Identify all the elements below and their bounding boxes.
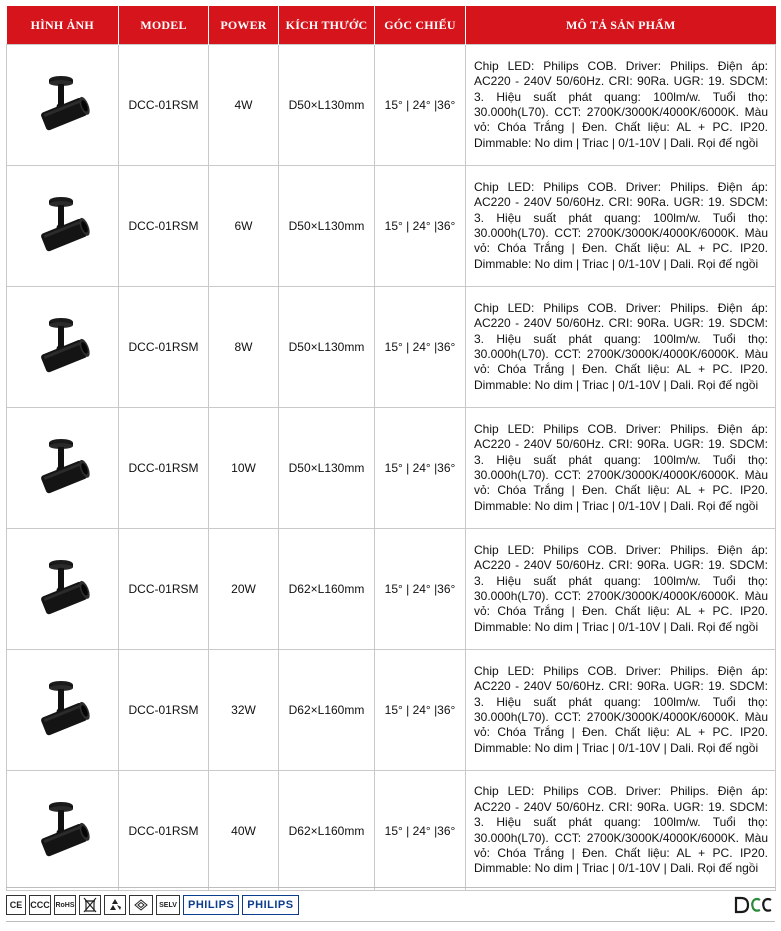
header-model: MODEL <box>119 6 209 45</box>
spotlight-fixture-icon <box>23 433 103 503</box>
footer <box>6 892 775 918</box>
description-cell: Chip LED: Philips COB. Driver: Philips. Điện áp: AC220 - 240V 50/60Hz. CRI: 90Ra. UGR: 19. SDCM: 3. Hiệu suất phát quang: 100lm/w. Tuổi thọ: 30.000h(L70). CCT: 2700K/3000K/4000K/6000K. Màu vỏ: Chóa Trắng | Đen. Chất liệu: AL + PC. IP20. Dimmable: No dim | Triac | 0/1-10V | Dali. Rọi đế ngồi <box>466 166 776 287</box>
angle-cell: 15° | 24° |36° <box>375 166 466 287</box>
power-cell: 8W <box>209 287 279 408</box>
size-cell: D50×L130mm <box>279 166 375 287</box>
angle-cell: 15° | 24° |36° <box>375 408 466 529</box>
power-cell: 20W <box>209 529 279 650</box>
power-cell: 10W <box>209 408 279 529</box>
table-row <box>7 650 776 771</box>
header-size: KÍCH THƯỚC <box>279 6 375 45</box>
model-cell: DCC-01RSM <box>119 45 209 166</box>
class-two-insulation-icon <box>129 895 153 915</box>
model-cell: DCC-01RSM <box>119 650 209 771</box>
spotlight-fixture-icon <box>23 70 103 140</box>
header-description: MÔ TẢ SẢN PHẨM <box>466 6 776 45</box>
angle-cell: 15° | 24° |36° <box>375 529 466 650</box>
power-cell: 4W <box>209 45 279 166</box>
table-row <box>7 771 776 891</box>
selv-mark-icon: SELV <box>156 895 180 915</box>
product-image-cell <box>7 45 119 166</box>
spotlight-fixture-icon <box>23 554 103 624</box>
table-row <box>7 166 776 287</box>
header-power: POWER <box>209 6 279 45</box>
model-cell: DCC-01RSM <box>119 771 209 891</box>
product-image-cell <box>7 408 119 529</box>
product-spec-table <box>6 6 776 891</box>
product-image-cell <box>7 529 119 650</box>
dcc-logo <box>733 896 773 919</box>
recycle-icon <box>104 895 126 915</box>
spotlight-fixture-icon <box>23 312 103 382</box>
table-row <box>7 408 776 529</box>
philips-logo-icon: PHILIPS <box>183 895 239 915</box>
angle-cell: 15° | 24° |36° <box>375 650 466 771</box>
table-row <box>7 287 776 408</box>
table-header-row <box>7 6 776 45</box>
product-image-cell <box>7 166 119 287</box>
power-cell: 40W <box>209 771 279 891</box>
description-cell: Chip LED: Philips COB. Driver: Philips. Điện áp: AC220 - 240V 50/60Hz. CRI: 90Ra. UGR: 19. SDCM: 3. Hiệu suất phát quang: 100lm/w. Tuổi thọ: 30.000h(L70). CCT: 2700K/3000K/4000K/6000K. Màu vỏ: Chóa Trắng | Đen. Chất liệu: AL + PC. IP20. Dimmable: No dim | Triac | 0/1-10V | Dali. Rọi đế ngồi <box>466 771 776 891</box>
power-cell: 32W <box>209 650 279 771</box>
model-cell: DCC-01RSM <box>119 166 209 287</box>
spotlight-fixture-icon <box>23 191 103 261</box>
size-cell: D62×L160mm <box>279 529 375 650</box>
description-cell: Chip LED: Philips COB. Driver: Philips. Điện áp: AC220 - 240V 50/60Hz. CRI: 90Ra. UGR: 19. SDCM: 3. Hiệu suất phát quang: 100lm/w. Tuổi thọ: 30.000h(L70). CCT: 2700K/3000K/4000K/6000K. Màu vỏ: Chóa Trắng | Đen. Chất liệu: AL + PC. IP20. Dimmable: No dim | Triac | 0/1-10V | Dali. Rọi đế ngồi <box>466 287 776 408</box>
philips-logo-icon: PHILIPS <box>242 895 298 915</box>
header-image: HÌNH ẢNH <box>7 6 119 45</box>
header-angle: GÓC CHIẾU <box>375 6 466 45</box>
certification-badges <box>6 895 299 915</box>
description-cell: Chip LED: Philips COB. Driver: Philips. Điện áp: AC220 - 240V 50/60Hz. CRI: 90Ra. UGR: 19. SDCM: 3. Hiệu suất phát quang: 100lm/w. Tuổi thọ: 30.000h(L70). CCT: 2700K/3000K/4000K/6000K. Màu vỏ: Chóa Trắng | Đen. Chất liệu: AL + PC. IP20. Dimmable: No dim | Triac | 0/1-10V | Dali. Rọi đế ngồi <box>466 408 776 529</box>
model-cell: DCC-01RSM <box>119 529 209 650</box>
ce-mark-icon: CE <box>6 895 26 915</box>
model-cell: DCC-01RSM <box>119 408 209 529</box>
size-cell: D50×L130mm <box>279 45 375 166</box>
size-cell: D50×L130mm <box>279 287 375 408</box>
size-cell: D50×L130mm <box>279 408 375 529</box>
description-cell: Chip LED: Philips COB. Driver: Philips. Điện áp: AC220 - 240V 50/60Hz. CRI: 90Ra. UGR: 19. SDCM: 3. Hiệu suất phát quang: 100lm/w. Tuổi thọ: 30.000h(L70). CCT: 2700K/3000K/4000K/6000K. Màu vỏ: Chóa Trắng | Đen. Chất liệu: AL + PC. IP20. Dimmable: No dim | Triac | 0/1-10V | Dali. Rọi đế ngồi <box>466 45 776 166</box>
power-cell: 6W <box>209 166 279 287</box>
description-cell: Chip LED: Philips COB. Driver: Philips. Điện áp: AC220 - 240V 50/60Hz. CRI: 90Ra. UGR: 19. SDCM: 3. Hiệu suất phát quang: 100lm/w. Tuổi thọ: 30.000h(L70). CCT: 2700K/3000K/4000K/6000K. Màu vỏ: Chóa Trắng | Đen. Chất liệu: AL + PC. IP20. Dimmable: No dim | Triac | 0/1-10V | Dali. Rọi đế ngồi <box>466 529 776 650</box>
size-cell: D62×L160mm <box>279 650 375 771</box>
spotlight-fixture-icon <box>23 675 103 745</box>
rohs-mark-icon: RoHS <box>54 895 76 915</box>
spotlight-fixture-icon <box>23 796 103 866</box>
product-image-cell <box>7 287 119 408</box>
footer-divider-bottom <box>6 921 775 922</box>
angle-cell: 15° | 24° |36° <box>375 287 466 408</box>
footer-divider-top <box>6 887 775 888</box>
angle-cell: 15° | 24° |36° <box>375 45 466 166</box>
size-cell: D62×L160mm <box>279 771 375 891</box>
angle-cell: 15° | 24° |36° <box>375 771 466 891</box>
product-image-cell <box>7 650 119 771</box>
table-row <box>7 45 776 166</box>
description-cell: Chip LED: Philips COB. Driver: Philips. Điện áp: AC220 - 240V 50/60Hz. CRI: 90Ra. UGR: 19. SDCM: 3. Hiệu suất phát quang: 100lm/w. Tuổi thọ: 30.000h(L70). CCT: 2700K/3000K/4000K/6000K. Màu vỏ: Chóa Trắng | Đen. Chất liệu: AL + PC. IP20. Dimmable: No dim | Triac | 0/1-10V | Dali. Rọi đế ngồi <box>466 650 776 771</box>
model-cell: DCC-01RSM <box>119 287 209 408</box>
table-row <box>7 529 776 650</box>
product-image-cell <box>7 771 119 891</box>
ccc-mark-icon: CCC <box>29 895 51 915</box>
weee-bin-icon <box>79 895 101 915</box>
